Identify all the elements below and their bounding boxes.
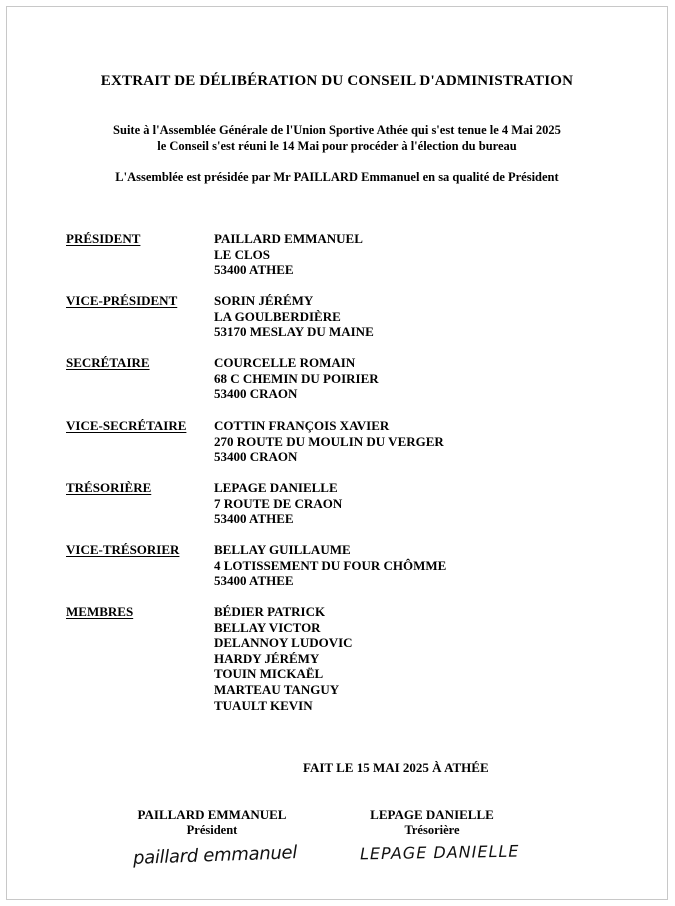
role-label: TRÉSORIÈRE	[66, 480, 152, 495]
role-details	[214, 355, 379, 402]
document-title: EXTRAIT DE DÉLIBÉRATION DU CONSEIL D'ADMINISTRATION	[100, 73, 574, 89]
detail-line: 53170 MESLAY DU MAINE	[214, 324, 374, 340]
intro-line-1: Suite à l'Assemblée Générale de l'Union Sportive Athée qui s'est tenue le 4 Mai 2025	[113, 123, 561, 137]
detail-line: 68 C CHEMIN DU POIRIER	[214, 370, 379, 386]
detail-line: 4 LOTISSEMENT DU FOUR CHÔMME	[214, 557, 447, 573]
detail-line: SORIN JÉRÉMY	[214, 293, 314, 308]
detail-line: 53400 CRAON	[214, 386, 298, 402]
detail-line: 53400 ATHEE	[214, 511, 294, 527]
detail-line: COURCELLE ROMAIN	[214, 355, 356, 370]
role-details	[214, 293, 374, 340]
member-line: MARTEAU TANGUY	[214, 681, 340, 697]
role-label: SECRÉTAIRE	[66, 355, 150, 370]
signatory-name: PAILLARD EMMANUEL	[137, 807, 287, 822]
signature-block-tresoriere	[352, 807, 512, 838]
signatory-title: Président	[186, 823, 238, 837]
handwritten-signature-tresoriere: LEPAGE DANIELLE	[359, 841, 520, 864]
role-label: VICE-PRÉSIDENT	[66, 293, 178, 308]
detail-line: PAILLARD EMMANUEL	[214, 231, 363, 246]
detail-line: 53400 CRAON	[214, 449, 298, 465]
detail-line: BELLAY GUILLAUME	[214, 542, 351, 557]
role-details	[214, 480, 342, 527]
detail-line: LA GOULBERDIÈRE	[214, 308, 341, 324]
role-label: PRÉSIDENT	[66, 231, 141, 246]
document-page	[6, 6, 668, 900]
member-line: TUAULT KEVIN	[214, 697, 313, 713]
role-label: VICE-SECRÉTAIRE	[66, 418, 187, 433]
detail-line: LE CLOS	[214, 246, 270, 262]
member-line: BÉDIER PATRICK	[214, 604, 326, 619]
role-label: MEMBRES	[66, 604, 134, 619]
role-details	[214, 231, 363, 278]
handwritten-signature-president: paillard emmanuel	[132, 842, 298, 869]
detail-line: 53400 ATHEE	[214, 262, 294, 278]
member-line: DELANNOY LUDOVIC	[214, 635, 353, 651]
fait-date-line: FAIT LE 15 MAI 2025 À ATHÉE	[303, 760, 489, 775]
intro-line-3: L'Assemblée est présidée par Mr PAILLARD Emmanuel en sa qualité de Président	[115, 170, 559, 184]
detail-line: 53400 ATHEE	[214, 573, 294, 589]
detail-line: 7 ROUTE DE CRAON	[214, 495, 343, 511]
role-details	[214, 542, 446, 589]
detail-line: 270 ROUTE DU MOULIN DU VERGER	[214, 433, 444, 449]
detail-line: LEPAGE DANIELLE	[214, 480, 338, 495]
signatory-name: LEPAGE DANIELLE	[370, 807, 494, 822]
role-label: VICE-TRÉSORIER	[66, 542, 180, 557]
signature-block-president	[117, 807, 307, 838]
member-line: BELLAY VICTOR	[214, 619, 321, 635]
intro-line-2: le Conseil s'est réuni le 14 Mai pour procéder à l'élection du bureau	[157, 139, 517, 153]
role-details	[214, 418, 444, 465]
detail-line: COTTIN FRANÇOIS XAVIER	[214, 418, 390, 433]
member-line: HARDY JÉRÉMY	[214, 650, 320, 666]
role-details	[214, 604, 353, 713]
signatory-title: Trésorière	[404, 823, 460, 837]
member-line: TOUIN MICKAËL	[214, 666, 324, 682]
